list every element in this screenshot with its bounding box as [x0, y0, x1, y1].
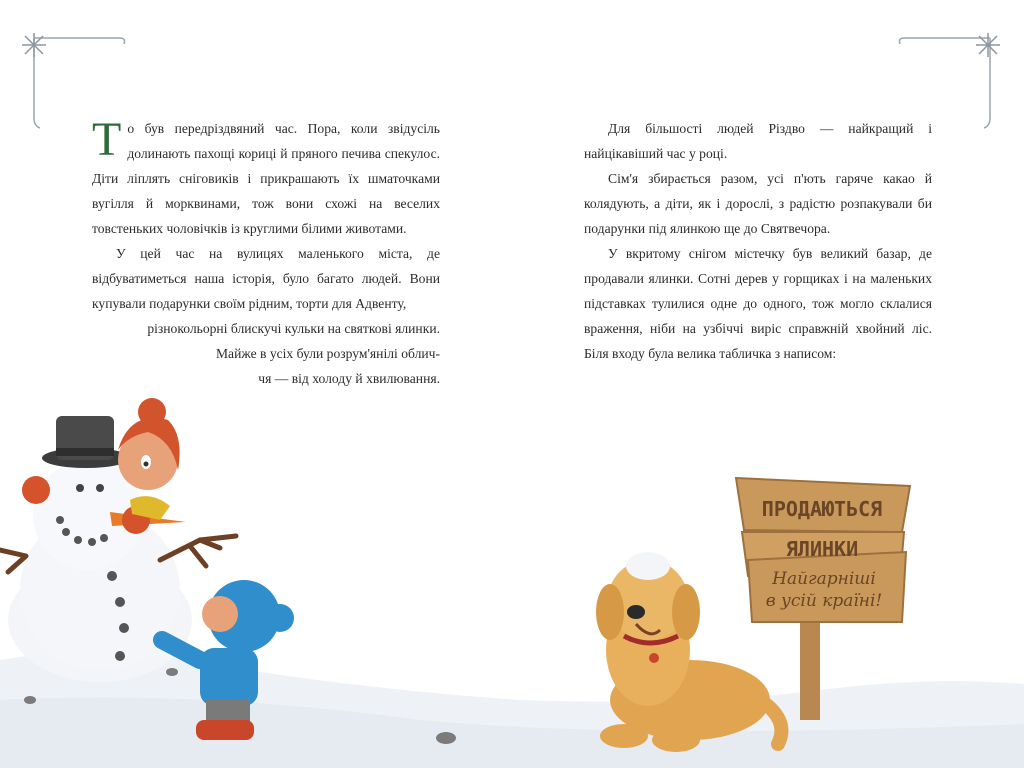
left-paragraph-1	[92, 113, 440, 241]
right-paragraph-3: У вкритому снігом містечку був великий базар, де продавали ялинки. Сотні дерев у горщиках і на маленьких підставках тулилися одне до одного, тож могло склалися враження, ніби на узбіччі виріс справжній хвойний ліс. Біля входу була велика табличка з написом:	[584, 246, 932, 361]
left-paragraph-2	[92, 241, 440, 316]
left-paragraph-2-tail: різнокольорні блискучі кульки на святкові ялинки.	[147, 321, 440, 336]
left-paragraph-1-text: о був передріздвяний час. Пора, коли звідусіль долинають пахощі кориці й пряного печива спекулос. Діти ліплять сніговиків і прикрашають їх шматочками вугілля й морквинами, тож вони схожі на веселих товстеньких чоловічків із круглими білими животами.	[92, 121, 440, 236]
sign-line-4: в усій країні!	[765, 591, 883, 611]
left-page-text	[92, 113, 440, 391]
snowflake-corner-right-icon	[900, 33, 1001, 128]
sign-line-3: Найгарніші	[772, 569, 876, 589]
snowman	[0, 416, 236, 682]
right-paragraph-1: Для більшості людей Різдво — найкращий і найцікавіший час у році.	[584, 121, 932, 161]
right-paragraph-2: Сім'я збирається разом, усі п'ють гаряче какао й колядують, а діти, як і дорослі, з радістю розпакували би подарунки під ялинкою ще до Святвечора.	[584, 171, 932, 236]
left-paragraph-3-line-1: Майже в усіх були розрум'янілі облич-	[215, 346, 440, 361]
left-paragraph-2-text: У цей час на вулицях маленького міста, де відбуватиметься наша історія, було багато людей. Вони купували подарунки своїм рідним, торти для Адвенту,	[92, 246, 440, 311]
right-page-text	[584, 116, 932, 366]
left-paragraph-3-line-2: чя — від холоду й хвилювання.	[258, 371, 440, 386]
sign-line-1: ПРОДАЮТЬСЯ	[761, 497, 883, 521]
drop-cap: Т	[92, 113, 122, 166]
sign-line-2: ЯЛИНКИ	[785, 537, 859, 561]
